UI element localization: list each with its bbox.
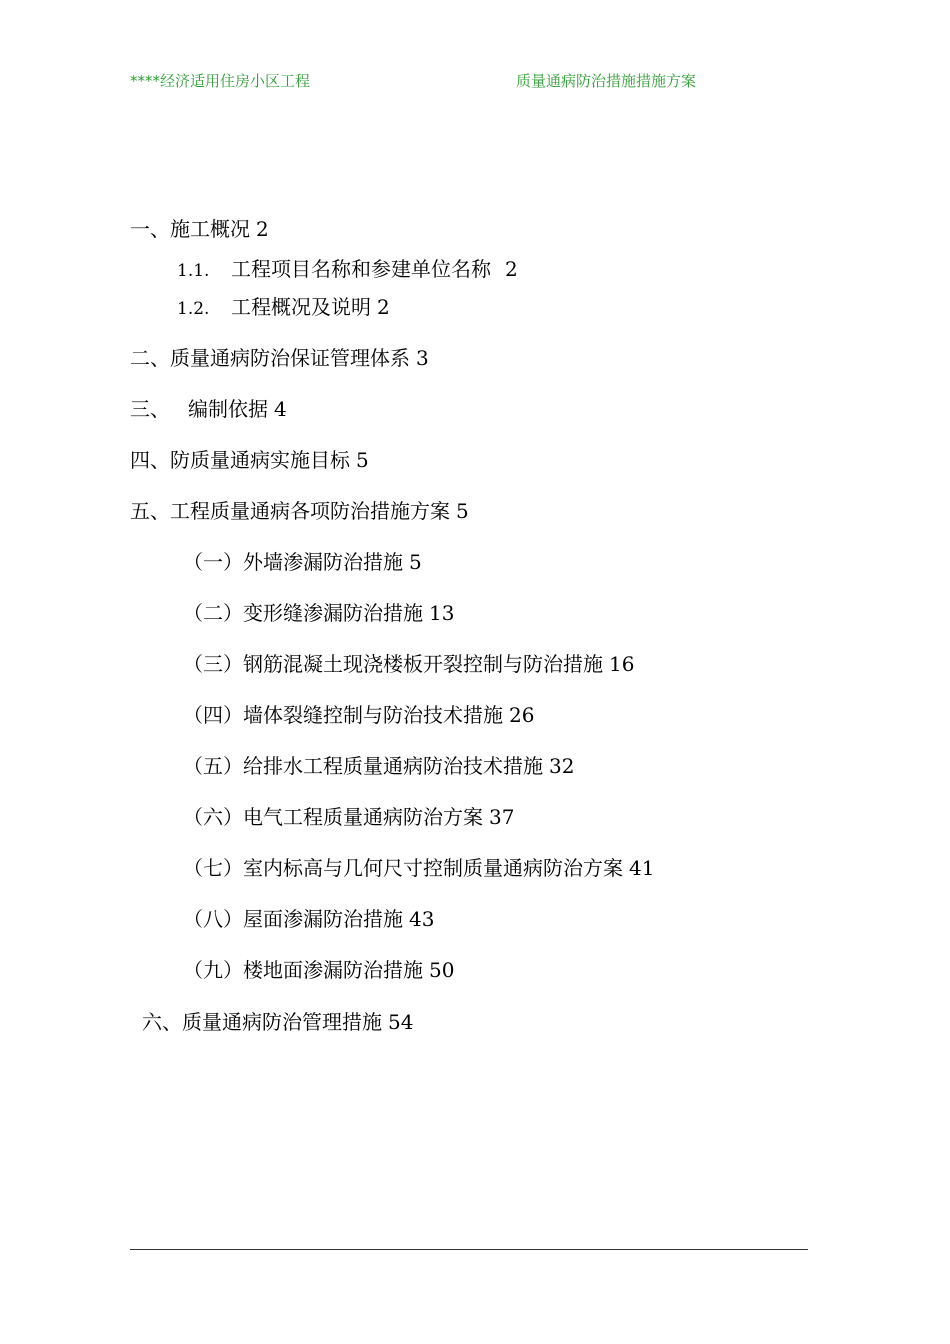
toc-entry-6[interactable] <box>142 1009 413 1035</box>
toc-entry-5-5[interactable] <box>183 753 574 779</box>
toc-title: 屋面渗漏防治措施 <box>243 907 403 931</box>
toc-title: 外墙渗漏防治措施 <box>243 550 403 574</box>
toc-entry-5-6[interactable] <box>183 804 514 830</box>
toc-number: （四） <box>183 703 243 727</box>
toc-title: 给排水工程质量通病防治技术措施 <box>243 754 543 778</box>
toc-number: 1.2. <box>177 299 210 319</box>
toc-title: 电气工程质量通病防治方案 <box>243 805 483 829</box>
toc-title: 防质量通病实施目标 <box>170 448 350 472</box>
toc-entry-4[interactable] <box>130 447 369 473</box>
toc-entry-2[interactable] <box>130 345 429 371</box>
toc-page-number: 37 <box>489 805 515 829</box>
toc-page-number: 2 <box>377 295 390 319</box>
toc-page-number: 3 <box>416 346 429 370</box>
toc-entry-5-9[interactable] <box>183 957 454 983</box>
toc-number: 三、 <box>130 397 170 421</box>
toc-entry-3[interactable] <box>130 396 287 422</box>
toc-title: 质量通病防治管理措施 <box>182 1010 382 1034</box>
toc-page-number: 2 <box>505 257 518 281</box>
toc-entry-5-2[interactable] <box>183 600 454 626</box>
toc-page-number: 41 <box>629 856 655 880</box>
toc-number: （九） <box>183 958 243 982</box>
toc-title: 室内标高与几何尺寸控制质量通病防治方案 <box>243 856 623 880</box>
toc-number: （六） <box>183 805 243 829</box>
toc-entry-5-8[interactable] <box>183 906 434 932</box>
toc-number: 一、 <box>130 217 170 241</box>
toc-number: 四、 <box>130 448 170 472</box>
toc-entry-5-3[interactable] <box>183 651 634 677</box>
toc-number: （一） <box>183 550 243 574</box>
toc-title: 施工概况 <box>170 217 250 241</box>
toc-number: 六、 <box>142 1010 182 1034</box>
toc-number: 五、 <box>130 499 170 523</box>
toc-entry-5-1[interactable] <box>183 549 422 575</box>
toc-number: （二） <box>183 601 243 625</box>
toc-page-number: 13 <box>429 601 455 625</box>
toc-number: （五） <box>183 754 243 778</box>
toc-title: 编制依据 <box>188 397 268 421</box>
toc-page-number: 5 <box>356 448 369 472</box>
toc-entry-5-7[interactable] <box>183 855 654 881</box>
footer-rule <box>130 1249 808 1250</box>
toc-page-number: 5 <box>456 499 469 523</box>
toc-page-number: 32 <box>549 754 575 778</box>
toc-title: 质量通病防治保证管理体系 <box>170 346 410 370</box>
toc-entry-1-1[interactable] <box>177 256 518 284</box>
toc-page-number: 5 <box>409 550 422 574</box>
toc-title: 楼地面渗漏防治措施 <box>243 958 423 982</box>
toc-entry-5[interactable] <box>130 498 469 524</box>
toc-entry-1-2[interactable] <box>177 294 390 322</box>
toc-page-number: 2 <box>256 217 269 241</box>
toc-number: 1.1. <box>177 261 210 281</box>
toc-page-number: 26 <box>509 703 535 727</box>
toc-number: （八） <box>183 907 243 931</box>
header-document-title: 质量通病防治措施措施方案 <box>516 72 697 90</box>
toc-title: 变形缝渗漏防治措施 <box>243 601 423 625</box>
toc-entry-1[interactable] <box>130 216 269 242</box>
toc-page-number: 54 <box>388 1010 414 1034</box>
toc-entry-5-4[interactable] <box>183 702 534 728</box>
toc-title: 墙体裂缝控制与防治技术措施 <box>243 703 503 727</box>
toc-title: 工程项目名称和参建单位名称 <box>231 257 491 281</box>
toc-title: 钢筋混凝土现浇楼板开裂控制与防治措施 <box>243 652 603 676</box>
toc-number: （三） <box>183 652 243 676</box>
header-project-name: ****经济适用住房小区工程 <box>130 72 311 90</box>
toc-page-number: 50 <box>429 958 455 982</box>
toc-title: 工程质量通病各项防治措施方案 <box>170 499 450 523</box>
toc-title: 工程概况及说明 <box>231 295 371 319</box>
toc-number: 二、 <box>130 346 170 370</box>
toc-page-number: 16 <box>609 652 635 676</box>
toc-page-number: 43 <box>409 907 435 931</box>
toc-page-number: 4 <box>274 397 287 421</box>
toc-number: （七） <box>183 856 243 880</box>
